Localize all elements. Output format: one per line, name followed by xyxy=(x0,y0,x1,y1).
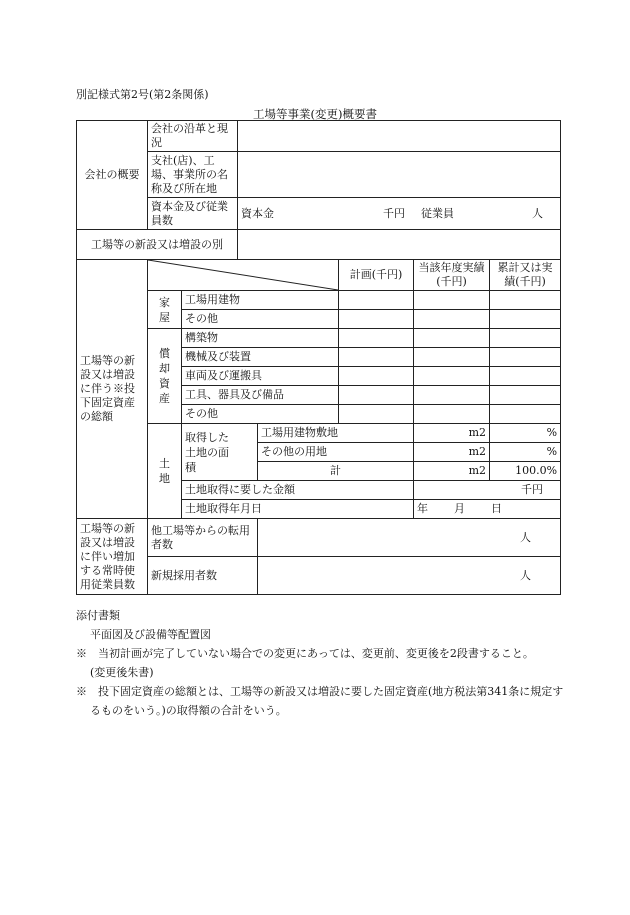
tools-cumulative[interactable] xyxy=(490,386,561,405)
attachments-item: 平面図及び設備等配置図 xyxy=(90,628,211,641)
structures-current[interactable] xyxy=(414,329,490,348)
history-field[interactable] xyxy=(238,121,561,152)
form-number: 別記様式第2号(第2条関係) xyxy=(76,88,209,101)
footer-notes xyxy=(76,606,566,720)
year-label: 年 xyxy=(417,502,428,515)
structures-cumulative[interactable] xyxy=(490,329,561,348)
cumulative-header: 累計又は実績(千円) xyxy=(490,260,561,291)
tools-plan[interactable] xyxy=(339,386,414,405)
land-total-label: 計 xyxy=(258,462,414,481)
tools-current[interactable] xyxy=(414,386,490,405)
new-or-expand-field[interactable] xyxy=(238,230,561,260)
depreciable-other-plan[interactable] xyxy=(339,405,414,424)
depreciable-label: 償却資産 xyxy=(148,329,182,424)
tools-label: 工具、器具及び備品 xyxy=(182,386,339,405)
summary-form-table xyxy=(76,120,561,595)
land-date-field[interactable] xyxy=(414,500,561,519)
fixed-assets-label: 工場等の新設又は増設に伴う※投下固定資産の総額 xyxy=(77,260,148,519)
other-land-percent[interactable]: % xyxy=(490,443,561,462)
transfer-field[interactable]: 人 xyxy=(258,519,561,557)
month-label: 月 xyxy=(454,502,465,515)
vehicles-cumulative[interactable] xyxy=(490,367,561,386)
factory-building-cumulative[interactable] xyxy=(490,291,561,310)
vehicles-label: 車両及び運搬具 xyxy=(182,367,339,386)
machinery-current[interactable] xyxy=(414,348,490,367)
vehicles-plan[interactable] xyxy=(339,367,414,386)
new-hire-field[interactable]: 人 xyxy=(258,557,561,595)
plan-header: 計画(千円) xyxy=(339,260,414,291)
land-cost-field[interactable]: 千円 xyxy=(414,481,561,500)
land-label: 土地 xyxy=(148,424,182,519)
depreciable-other-current[interactable] xyxy=(414,405,490,424)
machinery-label: 機械及び装置 xyxy=(182,348,339,367)
machinery-plan[interactable] xyxy=(339,348,414,367)
new-hire-label: 新規採用者数 xyxy=(148,557,258,595)
land-area-label: 取得した土地の面積 xyxy=(182,424,258,481)
note-2: ※ 投下固定資産の総額とは、工場等の新設又は増設に要した固定資産(地方税法第341条に規定するものをいう。)の取得額の合計をいう。 xyxy=(76,685,564,717)
note-1: ※ 当初計画が完了していない場合での変更にあっては、変更前、変更後を2段書すること。 xyxy=(76,647,534,660)
factory-site-percent[interactable]: % xyxy=(490,424,561,443)
land-cost-label: 土地取得に要した金額 xyxy=(182,481,414,500)
capital-label: 資本金 xyxy=(241,206,274,220)
history-label: 会社の沿革と現況 xyxy=(148,121,238,152)
new-or-expand-label: 工場等の新設又は増設の別 xyxy=(77,230,238,260)
house-other-label: その他 xyxy=(182,310,339,329)
other-land-label: その他の用地 xyxy=(258,443,414,462)
factory-building-label: 工場用建物 xyxy=(182,291,339,310)
note-1-sub: (変更後朱書) xyxy=(90,666,154,679)
capital-employees-field[interactable] xyxy=(238,198,561,230)
structures-plan[interactable] xyxy=(339,329,414,348)
machinery-cumulative[interactable] xyxy=(490,348,561,367)
factory-building-plan[interactable] xyxy=(339,291,414,310)
document-title: 工場等事業(変更)概要書 xyxy=(253,107,377,121)
depreciable-other-cumulative[interactable] xyxy=(490,405,561,424)
company-overview-label: 会社の概要 xyxy=(77,121,148,230)
attachments-title: 添付書類 xyxy=(76,609,120,622)
staff-increase-label: 工場等の新設又は増設に伴い増加する常時使用従業員数 xyxy=(77,519,148,595)
employees-label: 従業員 xyxy=(421,206,454,220)
transfer-label: 他工場等からの転用者数 xyxy=(148,519,258,557)
depreciable-other-label: その他 xyxy=(182,405,339,424)
capital-unit: 千円 xyxy=(383,206,405,220)
branches-field[interactable] xyxy=(238,152,561,198)
capital-employees-label: 資本金及び従業員数 xyxy=(148,198,238,230)
house-label: 家屋 xyxy=(148,291,182,329)
factory-site-area[interactable]: m2 xyxy=(414,424,490,443)
diagonal-line xyxy=(148,260,338,290)
land-total-percent: 100.0% xyxy=(490,462,561,481)
employees-unit: 人 xyxy=(532,206,543,220)
branches-label: 支社(店)、工場、事業所の名称及び所在地 xyxy=(148,152,238,198)
house-other-plan[interactable] xyxy=(339,310,414,329)
vehicles-current[interactable] xyxy=(414,367,490,386)
diagonal-header-cell xyxy=(148,260,339,291)
structures-label: 構築物 xyxy=(182,329,339,348)
day-label: 日 xyxy=(491,502,502,515)
other-land-area[interactable]: m2 xyxy=(414,443,490,462)
current-year-header: 当該年度実績(千円) xyxy=(414,260,490,291)
house-other-current[interactable] xyxy=(414,310,490,329)
factory-site-label: 工場用建物敷地 xyxy=(258,424,414,443)
factory-building-current[interactable] xyxy=(414,291,490,310)
house-other-cumulative[interactable] xyxy=(490,310,561,329)
land-total-area[interactable]: m2 xyxy=(414,462,490,481)
land-date-label: 土地取得年月日 xyxy=(182,500,414,519)
